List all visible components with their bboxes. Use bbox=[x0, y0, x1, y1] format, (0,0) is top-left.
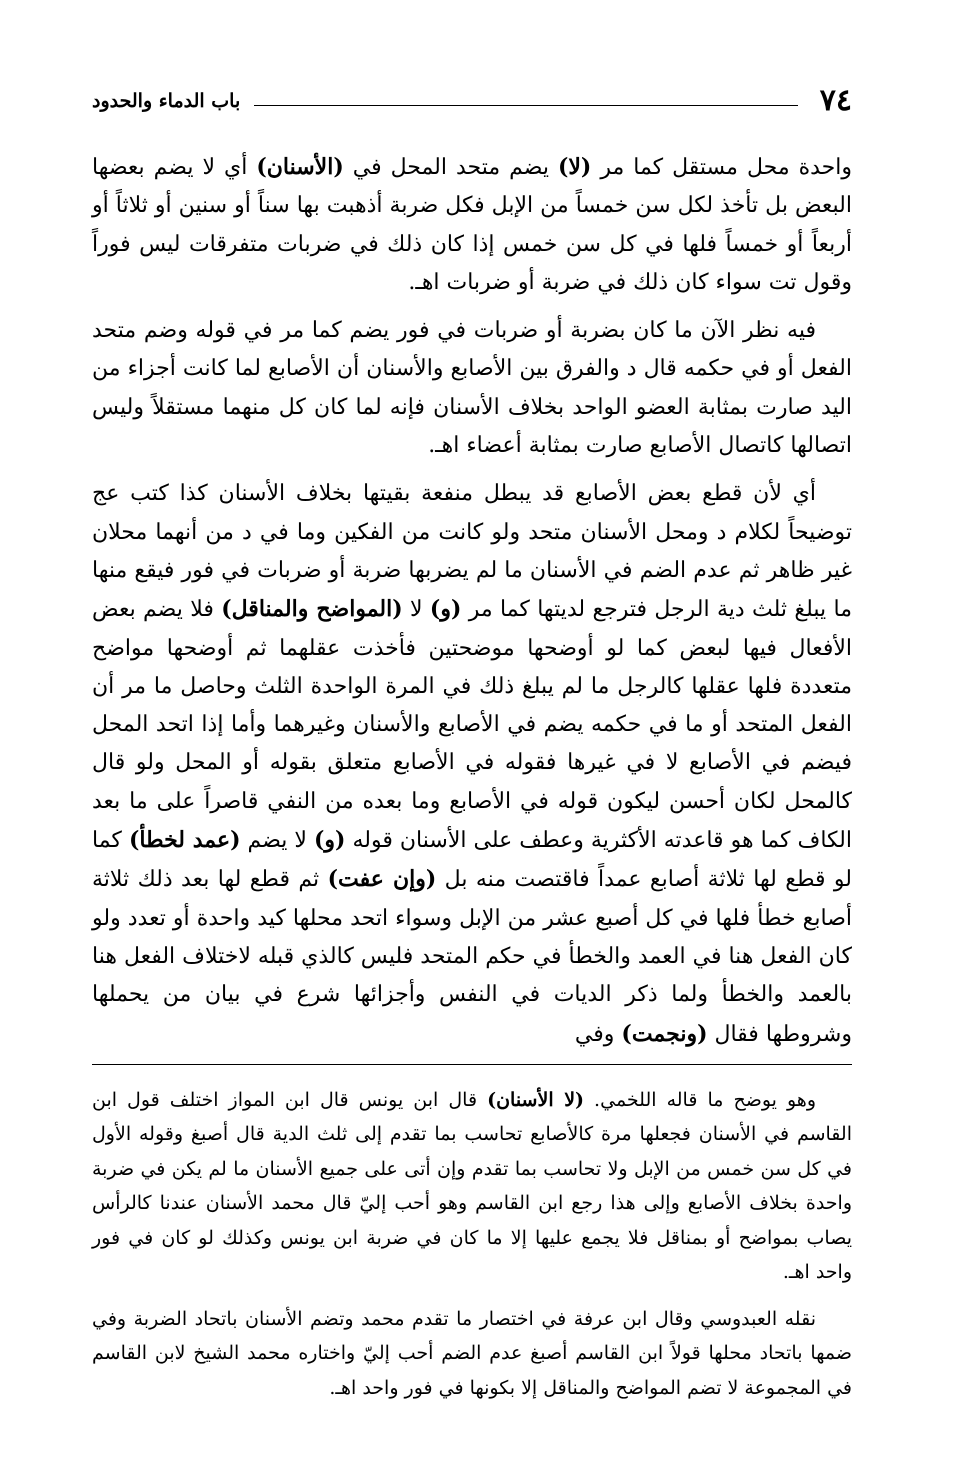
text-run: قال ابن يونس قال ابن المواز اختلف قول ابن القاسم في الأسنان فجعلها مرة كالأصابع تحاسب بما تقدم إلى ثلث الدية قال أصبغ وقوله الأول في كل سن خمس من الإبل ولا تحاسب بما تقدم وإن أتى على جميع الأسنان ما لم يكن في ضربة واحدة بخلاف الأصابع وإلى هذا رجع ابن القاسم وهو أحب إليّ قال محمد الأسنان عندنا كالرأس يصاب بمواضح أو بمناقل فلا يجمع عليها إلا ما كان في ضربة ابن يونس وكذلك لو كان في فور واحد اهـ. bbox=[92, 1088, 852, 1284]
text-run: لا يضم bbox=[240, 828, 314, 854]
bold-term: (وإن عفت) bbox=[327, 866, 437, 893]
text-run: فلا يضم بعض الأفعال فيها لبعض كما لو أوضحها موضحتين فأخذت عقلهما ثم أوضحها مواضح متعددة فلها عقلها كالرجل ما لم يبلغ ذلك في المرة الواحدة الثلث وحاصل ما مر أن الفعل المتحد أو ما في حكمه يضم في الأصابع والأسنان وغيرهما وأما إذا اتحد المحل فيضم في الأصابع لا في غيرها فقوله في الأصابع متعلق بقوله أو المحل ولو قال كالمحل لكان أحسن ليكون قوله في الأصابع وما بعده من النفي قاصراً على ما بعد الكاف كما هو قاعدته الأكثرية وعطف على الأسنان قوله bbox=[92, 597, 852, 854]
body-paragraph bbox=[92, 148, 852, 302]
text-run: كما لو قطع لها ثلاثة أصابع عمداً فاقتصت منه بل bbox=[92, 828, 852, 893]
footnote-paragraph bbox=[92, 1083, 852, 1290]
body-paragraph bbox=[92, 312, 852, 465]
text-run: فيه نظر الآن ما كان بضربة أو ضربات في فور يضم كما مر في قوله وضم متحد الفعل أو في حكمه قال د والفرق بين الأصابع والأسنان أن الأصابع لما كانت أجزاء من اليد صارت بمثابة العضو الواحد بخلاف الأسنان فإنه لما كان كل منهما مستقلاً وليس اتصالها كاتصال الأصابع صارت بمثابة أعضاء اهـ. bbox=[92, 318, 852, 459]
text-run: ثم قطع لها بعد ذلك ثلاثة أصابع خطأ فلها في كل أصبع عشر من الإبل وسواء اتحد محلها كيد واحدة أو تعدد ولو كان الفعل هنا في العمد والخطأ في حكم المتحد فليس كالذي قبله لاختلاف الفعل هنا بالعمد والخطأ ولما ذكر الديات في النفس وأجزائها شرع في بيان من يحملها وشروطها فقال bbox=[92, 867, 852, 1047]
text-run: لا bbox=[402, 597, 430, 623]
text-run: وفي bbox=[574, 1021, 622, 1047]
bold-term: (ونجمت) bbox=[621, 1020, 708, 1047]
bold-term: (و) bbox=[429, 596, 462, 623]
bold-term: (لا الأسنان) bbox=[487, 1088, 585, 1111]
bold-term: (المواضح والمناقل) bbox=[221, 596, 403, 623]
document-page bbox=[92, 80, 852, 1460]
text-run: أي لأن قطع بعض الأصابع قد يبطل منفعة بقيتها بخلاف الأسنان كذا كتب عج توضيحاً لكلام د ومحل الأسنان متحد ولو كانت من الفكين وما في د من أنهما محلان غير ظاهر ثم عدم الضم في الأسنان ما لم يضربها ضربة أو ضربات في فور فيقع منها ما يبلغ ثلث دية الرجل فترجع لديتها كما مر bbox=[92, 481, 852, 623]
bold-term: (عمد لخطأ) bbox=[128, 827, 241, 854]
page-header bbox=[92, 80, 852, 122]
text-run: أي لا يضم بعضها البعض بل تأخذ لكل سن خمساً من الإبل فكل ضربة أذهبت بها سناً أو سنين أو ثلاثاً أو أربعاً أو خمساً فلها في كل سن خمس إذا كان ذلك في ضربات متفرقات ليس فوراً وقول تت سواء كان ذلك في ضربة أو ضربات اهـ. bbox=[92, 155, 852, 295]
page-number: ٧٤ bbox=[819, 83, 852, 118]
running-title: باب الدماء والحدود bbox=[92, 90, 241, 112]
bold-term: (لا) bbox=[557, 154, 592, 180]
main-text bbox=[92, 148, 852, 1054]
text-run: نقله العبدوسي وقال ابن عرفة في اختصار ما تقدم محمد وتضم الأسنان باتحاد الضربة وفي ضمها باتحاد محلها قولاً ابن القاسم أصبغ عدم الضم أحب إليّ واختاره محمد الشيخ لابن القاسم في المجموعة لا تضم المواضح والمناقل إلا بكونها في فور واحد اهـ. bbox=[92, 1307, 852, 1399]
footnotes bbox=[92, 1083, 852, 1406]
footnote-separator bbox=[92, 1064, 852, 1065]
body-paragraph bbox=[92, 475, 852, 1053]
bold-term: (الأسنان) bbox=[256, 154, 344, 180]
text-run: يضم متحد المحل في bbox=[343, 155, 558, 180]
footnote-paragraph bbox=[92, 1302, 852, 1406]
header-rule bbox=[254, 105, 798, 106]
bold-term: (و) bbox=[314, 827, 346, 854]
text-run: واحدة محل مستقل كما مر bbox=[591, 155, 852, 180]
text-run: وهو يوضح ما قاله اللخمي. bbox=[584, 1088, 816, 1111]
